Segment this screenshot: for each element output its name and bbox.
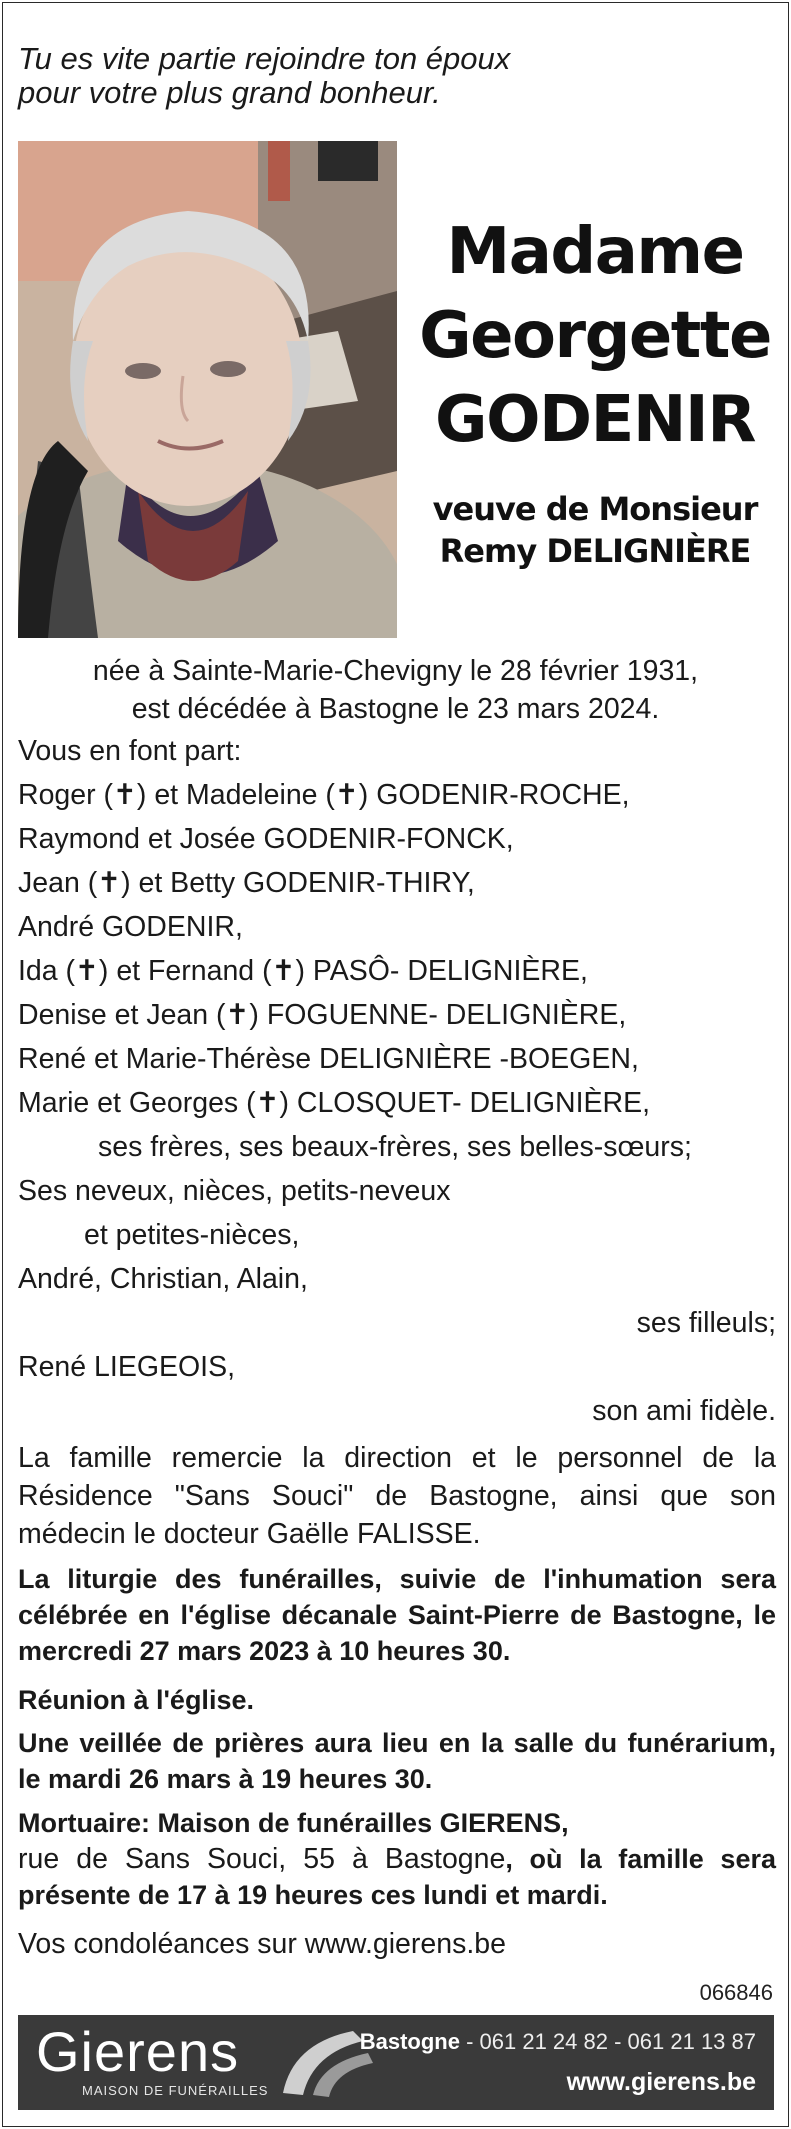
meeting-line: Réunion à l'église. <box>18 1685 254 1715</box>
family-member-line: Raymond et Josée GODENIR-FONCK, <box>18 823 514 855</box>
deceased-last-name: GODENIR <box>435 383 755 457</box>
mortuary-paragraph <box>18 1805 776 1913</box>
family-member-line: Marie et Georges (✝) CLOSQUET- DELIGNIÈRE, <box>18 1087 651 1119</box>
mortuary-family-hours: , où la famille sera présente de 17 à 19 heures ces lundi et mardi. <box>18 1844 776 1910</box>
thanks-paragraph: La famille remercie la direction et le personnel de la Résidence "Sans Souci" de Bastogne, ainsi que son médecin le docteur Gaëlle FALISSE. <box>18 1442 776 1550</box>
family-member-line: Ida (✝) et Fernand (✝) PASÔ- DELIGNIÈRE, <box>18 955 588 987</box>
family-member-line: René et Marie-Thérèse DELIGNIÈRE -BOEGEN, <box>18 1043 639 1075</box>
widow-line-2: Remy DELIGNIÈRE <box>439 532 751 570</box>
siblings-role: ses frères, ses beaux-frères, ses belles-sœurs; <box>98 1131 692 1163</box>
mortuary-name: Mortuaire: Maison de funérailles GIERENS, <box>18 1808 569 1838</box>
nephews-line-2: et petites-nièces, <box>84 1219 300 1251</box>
funeral-home-footer <box>18 2015 774 2110</box>
friend: René LIEGEOIS, <box>18 1351 236 1383</box>
family-member-line: Jean (✝) et Betty GODENIR-THIRY, <box>18 867 475 899</box>
funeral-home-phones: - 061 21 24 82 - 061 21 13 87 <box>459 2029 756 2054</box>
birth-line: née à Sainte-Marie-Chevigny le 28 février 1931, <box>92 655 699 687</box>
reference-number: 066846 <box>699 1980 773 2005</box>
death-line: est décédée à Bastogne le 23 mars 2024. <box>131 693 660 725</box>
family-intro: Vous en font part: <box>18 735 242 767</box>
birth-death-info <box>18 652 773 728</box>
deceased-title: Madame <box>446 215 744 289</box>
widow-of <box>410 488 780 572</box>
funeral-home-contact <box>360 2029 756 2055</box>
widow-line-1: veuve de Monsieur <box>432 490 758 528</box>
epigraph <box>18 42 638 110</box>
godchildren-role: ses filleuls; <box>636 1307 776 1339</box>
deceased-first-name: Georgette <box>419 299 771 373</box>
family-member-line: Denise et Jean (✝) FOGUENNE- DELIGNIÈRE, <box>18 999 627 1031</box>
friend-role: son ami fidèle. <box>592 1395 776 1427</box>
funeral-home-city: Bastogne <box>359 2029 460 2054</box>
epigraph-line-1: Tu es vite partie rejoindre ton époux <box>18 41 511 76</box>
liturgy-paragraph: La liturgie des funérailles, suivie de l'inhumation sera célébrée en l'église décanale Saint-Pierre de Bastogne, le mercredi 27 mars 2023 à 10 heures 30. <box>18 1564 776 1666</box>
family-member-line: Roger (✝) et Madeleine (✝) GODENIR-ROCHE, <box>18 779 630 811</box>
funeral-home-website[interactable]: www.gierens.be <box>566 2068 756 2096</box>
portrait-photo <box>18 141 397 638</box>
funeral-home-logo: Gierens <box>36 2020 240 2083</box>
condolences-line: Vos condoléances sur www.gierens.be <box>18 1928 506 1960</box>
vigil-paragraph: Une veillée de prières aura lieu en la salle du funérarium, le mardi 26 mars à 19 heures 30. <box>18 1728 776 1794</box>
epigraph-line-2: pour votre plus grand bonheur. <box>18 75 441 110</box>
family-member-line: André GODENIR, <box>18 911 243 943</box>
godchildren: André, Christian, Alain, <box>18 1263 308 1295</box>
deceased-name <box>410 210 780 462</box>
funeral-home-subtitle: MAISON DE FUNÉRAILLES <box>82 2083 269 2098</box>
mortuary-address: rue de Sans Souci, 55 à Bastogne <box>18 1843 506 1875</box>
nephews-line-1: Ses neveux, nièces, petits-neveux <box>18 1175 451 1207</box>
